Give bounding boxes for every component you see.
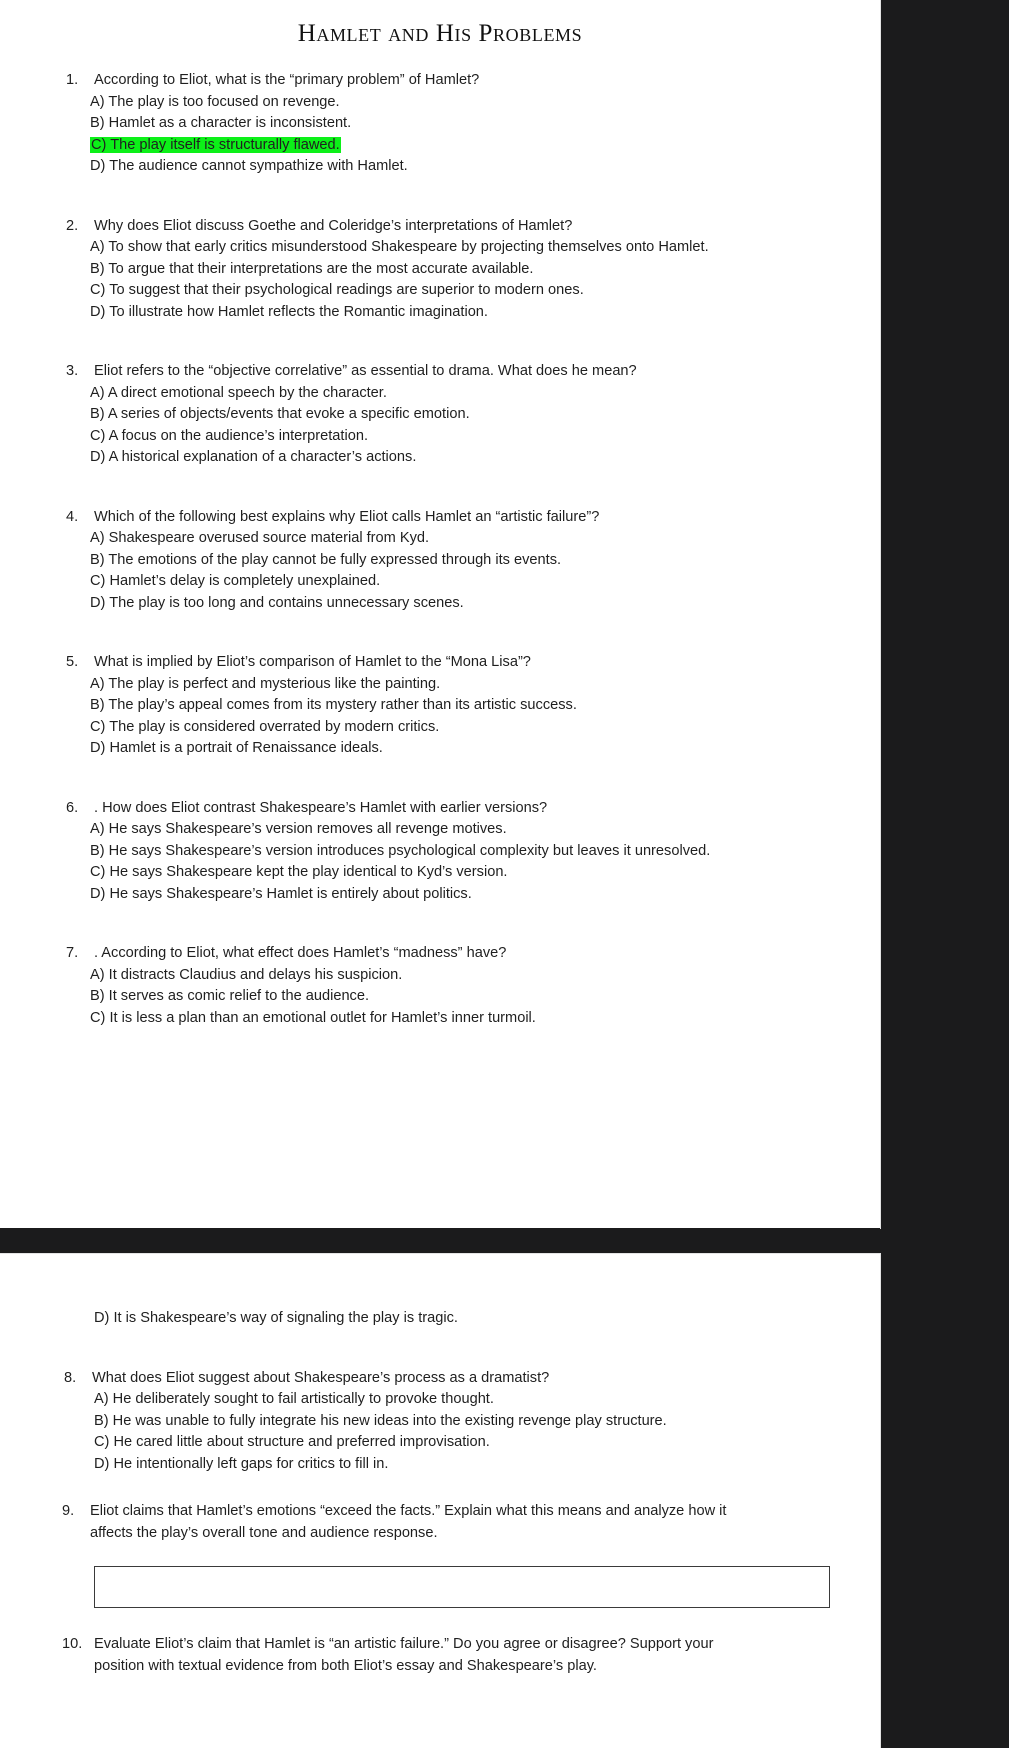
question-item-10 <box>0 1634 880 1677</box>
question-10-prompt-line-2: position with textual evidence from both Eliot’s essay and Shakespeare’s play. <box>94 1657 597 1674</box>
question-6-prompt-row <box>66 798 880 820</box>
question-6-option-d[interactable]: D) He says Shakespeare’s Hamlet is entirely about politics. <box>90 885 472 902</box>
question-item-6 <box>0 798 880 906</box>
question-4-number: 4. <box>66 508 79 525</box>
document-page-2 <box>0 1254 880 1748</box>
question-8-option-a[interactable]: A) He deliberately sought to fail artistically to provoke thought. <box>94 1391 494 1407</box>
page-break-gap <box>0 1228 880 1254</box>
question-3-prompt-row <box>66 361 880 383</box>
question-4-option-d[interactable]: D) The play is too long and contains unnecessary scenes. <box>90 594 464 611</box>
question-2-option-d[interactable]: D) To illustrate how Hamlet reflects the Romantic imagination. <box>90 303 488 320</box>
question-6-option-a[interactable]: A) He says Shakespeare’s version removes all revenge motives. <box>90 821 507 837</box>
question-3-option-b[interactable]: B) A series of objects/events that evoke a specific emotion. <box>90 406 470 422</box>
question-9-number: 9. <box>62 1503 75 1519</box>
question-3-option-c[interactable]: C) A focus on the audience’s interpretation. <box>90 427 369 444</box>
question-7-option-d[interactable]: D) It is Shakespeare’s way of signaling the play is tragic. <box>94 1310 458 1326</box>
question-6-option-b[interactable]: B) He says Shakespeare’s version introduces psychological complexity but leaves it unresolved. <box>90 842 711 859</box>
question-9-answer-input[interactable] <box>94 1566 830 1608</box>
question-item-8 <box>0 1368 880 1476</box>
question-item-2 <box>0 216 880 324</box>
question-item-1 <box>0 70 880 178</box>
question-7-option-c[interactable]: C) It is less a plan than an emotional outlet for Hamlet’s inner turmoil. <box>90 1009 536 1026</box>
question-8-number: 8. <box>64 1369 77 1386</box>
question-3-option-a[interactable]: A) A direct emotional speech by the character. <box>90 384 387 401</box>
question-5-prompt-row <box>66 652 880 674</box>
question-item-7-continuation <box>0 1308 880 1330</box>
question-10-number: 10. <box>62 1636 83 1652</box>
question-2-option-b[interactable]: B) To argue that their interpretations are the most accurate available. <box>90 260 534 277</box>
question-2-prompt: Why does Eliot discuss Goethe and Coleridge’s interpretations of Hamlet? <box>94 217 573 234</box>
question-7-option-b[interactable]: B) It serves as comic relief to the audience. <box>90 988 370 1004</box>
question-7-prompt: . According to Eliot, what effect does Hamlet’s “madness” have? <box>94 945 507 961</box>
question-8-option-c[interactable]: C) He cared little about structure and preferred improvisation. <box>94 1434 490 1450</box>
question-1-number: 1. <box>66 72 79 88</box>
question-7-prompt-row <box>66 943 880 965</box>
question-6-option-c[interactable]: C) He says Shakespeare kept the play identical to Kyd’s version. <box>90 864 508 880</box>
question-1-option-d[interactable]: D) The audience cannot sympathize with Hamlet. <box>90 158 408 174</box>
question-5-option-c[interactable]: C) The play is considered overrated by modern critics. <box>90 718 440 735</box>
question-8-option-b[interactable]: B) He was unable to fully integrate his new ideas into the existing revenge play structure. <box>94 1412 667 1429</box>
question-5-prompt: What is implied by Eliot’s comparison of Hamlet to the “Mona Lisa”? <box>94 654 531 670</box>
question-4-option-b[interactable]: B) The emotions of the play cannot be fully expressed through its events. <box>90 551 562 568</box>
question-9-prompt-line-2: affects the play’s overall tone and audience response. <box>90 1524 438 1541</box>
question-2-option-a[interactable]: A) To show that early critics misunderstood Shakespeare by projecting themselves onto Hamlet. <box>90 239 709 255</box>
question-1-prompt: According to Eliot, what is the “primary problem” of Hamlet? <box>94 72 480 88</box>
question-item-7 <box>0 943 880 1029</box>
question-1-option-b[interactable]: B) Hamlet as a character is inconsistent. <box>90 115 352 131</box>
question-10-prompt-line-1: Evaluate Eliot’s claim that Hamlet is “an artistic failure.” Do you agree or disagree? Support your <box>94 1636 714 1652</box>
question-2-option-c[interactable]: C) To suggest that their psychological readings are superior to modern ones. <box>90 282 584 298</box>
question-1-option-c[interactable]: C) The play itself is structurally flawed. <box>91 136 340 153</box>
question-6-prompt: . How does Eliot contrast Shakespeare’s Hamlet with earlier versions? <box>94 799 548 816</box>
question-item-9 <box>0 1501 880 1544</box>
question-8-option-d[interactable]: D) He intentionally left gaps for critics to fill in. <box>94 1455 389 1472</box>
question-5-option-a[interactable]: A) The play is perfect and mysterious like the painting. <box>90 675 441 692</box>
question-5-option-d[interactable]: D) Hamlet is a portrait of Renaissance ideals. <box>90 740 383 756</box>
question-3-option-d[interactable]: D) A historical explanation of a character’s actions. <box>90 449 417 465</box>
question-4-prompt: Which of the following best explains why Eliot calls Hamlet an “artistic failure”? <box>94 508 600 525</box>
question-item-5 <box>0 652 880 760</box>
question-item-4 <box>0 507 880 615</box>
question-9-prompt-line-1: Eliot claims that Hamlet’s emotions “exceed the facts.” Explain what this means and analyze how it <box>90 1503 727 1519</box>
question-4-option-a[interactable]: A) Shakespeare overused source material from Kyd. <box>90 530 430 546</box>
question-4-prompt-row <box>66 507 880 529</box>
question-4-option-c[interactable]: C) Hamlet’s delay is completely unexplained. <box>90 573 381 589</box>
question-6-number: 6. <box>66 799 79 816</box>
question-10-prompt-row <box>62 1634 880 1656</box>
question-5-option-b[interactable]: B) The play’s appeal comes from its mystery rather than its artistic success. <box>90 697 577 713</box>
question-7-number: 7. <box>66 945 79 961</box>
page-title: Hamlet and His Problems <box>297 20 583 47</box>
question-9-prompt-row <box>62 1501 880 1523</box>
question-7-option-a[interactable]: A) It distracts Claudius and delays his suspicion. <box>90 966 403 983</box>
question-5-number: 5. <box>66 654 79 670</box>
question-2-prompt-row <box>66 216 880 238</box>
question-3-prompt: Eliot refers to the “objective correlative” as essential to drama. What does he mean? <box>94 363 637 379</box>
question-1-prompt-row <box>66 70 880 92</box>
question-1-option-a[interactable]: A) The play is too focused on revenge. <box>90 93 340 110</box>
question-8-prompt-row <box>64 1368 880 1390</box>
question-8-prompt: What does Eliot suggest about Shakespeare’s process as a dramatist? <box>92 1369 550 1386</box>
question-2-number: 2. <box>66 217 79 234</box>
question-3-number: 3. <box>66 363 79 379</box>
question-item-3 <box>0 361 880 469</box>
